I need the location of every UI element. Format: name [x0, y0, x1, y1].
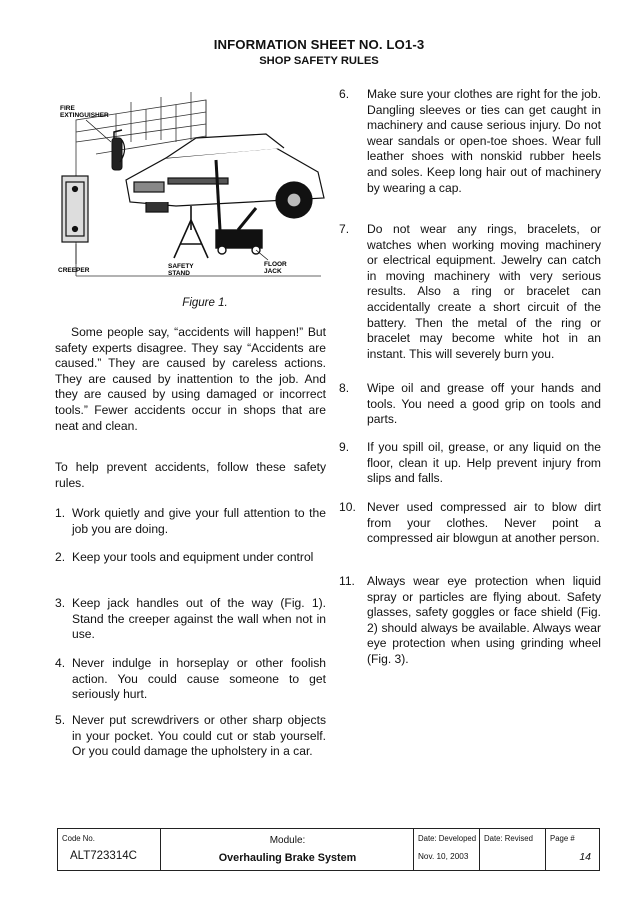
rule-text: Never indulge in horseplay or other foolish action. You could cause someone to get seriously hurt.: [72, 656, 326, 702]
rule-item: [339, 222, 601, 362]
rule-item: [55, 713, 326, 760]
rule-number: 3.: [55, 596, 66, 610]
date-developed-value: Nov. 10, 2003: [418, 852, 469, 861]
rule-item: [55, 550, 326, 566]
footer-date-developed-cell: [414, 829, 480, 870]
rule-text: Keep your tools and equipment under control: [72, 550, 314, 564]
rule-text: Keep jack handles out of the way (Fig. 1). Stand the creeper against the wall when not in use.: [72, 596, 326, 642]
label-extinguisher: EXTINGUISHER: [60, 112, 109, 119]
rule-number: 6.: [339, 87, 350, 101]
rule-item: [339, 87, 601, 196]
rule-item: [55, 656, 326, 703]
page-label: Page #: [550, 834, 575, 843]
label-floor: FLOOR: [264, 261, 287, 268]
rule-number: 9.: [339, 440, 350, 454]
intro-paragraph-block: [55, 325, 326, 434]
rule-number: 7.: [339, 222, 350, 236]
date-revised-label: Date: Revised: [484, 834, 533, 843]
code-label: Code No.: [62, 834, 95, 843]
rule-text: Always wear eye protection when liquid spray or particles are flying about. Safety glasses, safety goggles or face shield (Fig. 2) should always be available. Always wear eye protection when using grinding wheel (Fig. 3).: [367, 574, 601, 666]
footer-code-cell: [58, 829, 161, 870]
rule-number: 11.: [339, 574, 355, 588]
rule-number: 4.: [55, 656, 66, 670]
rule-item: [339, 574, 601, 668]
figure-caption: Figure 1.: [182, 297, 228, 309]
rule-number: 8.: [339, 381, 350, 395]
label-fire: FIRE: [60, 105, 75, 112]
rule-text: If you spill oil, grease, or any liquid on the floor, clean it up. Help prevent injury from slips and falls.: [367, 440, 601, 486]
footer-date-revised-cell: [480, 829, 546, 870]
rule-item: [55, 506, 326, 537]
intro-lead: To help prevent accidents, follow these safety rules.: [55, 460, 326, 490]
code-value: ALT723314C: [70, 850, 137, 862]
rule-number: 2.: [55, 550, 66, 564]
car: [126, 134, 324, 218]
rule-text: Never put screwdrivers or other sharp objects in your pocket. You could cut or stab yourself. Or you could damage the upholstery in a car.: [72, 713, 326, 759]
label-jack: JACK: [264, 268, 282, 275]
rule-text: Never used compressed air to blow dirt from your clothes. Never point a compressed air blowgun at another person.: [367, 500, 601, 546]
rule-item: [339, 381, 601, 428]
label-stand: STAND: [168, 270, 190, 277]
label-creeper: CREEPER: [58, 267, 90, 274]
safety-stand: [174, 206, 208, 258]
rule-text: Do not wear any rings, bracelets, or watches when working moving machinery or electrical equipment. Jewelry can catch in moving machinery with very serious results. Also a ring or bracelet can accidentally create a short circuit of the battery. Then the metal of the ring or bracelet may become white hot in an instant. This will severely burn you.: [367, 222, 601, 361]
intro-paragraph: Some people say, “accidents will happen!” But safety experts disagree. They say “Accidents are caused.” They are caused by careless actions. They are caused by inattention to the job. And they are caused by using damaged or incorrect tools.” Fewer accidents occur in shops that are neat and clean.: [55, 325, 326, 433]
rule-text: Work quietly and give your full attention to the job you are doing.: [72, 506, 326, 536]
figure-1-illustration: [56, 80, 332, 290]
intro-lead-block: [55, 460, 326, 491]
rule-number: 10.: [339, 500, 356, 514]
rule-item: [55, 596, 326, 643]
module-label: Module:: [269, 835, 306, 846]
rule-number: 5.: [55, 713, 66, 727]
module-value: Overhauling Brake System: [218, 852, 357, 864]
sheet-subtitle: SHOP SAFETY RULES: [259, 55, 379, 67]
footer-page-cell: [546, 829, 599, 870]
rule-number: 1.: [55, 506, 66, 520]
creeper: [62, 176, 88, 242]
label-safety: SAFETY: [168, 263, 194, 270]
rule-text: Make sure your clothes are right for the job. Dangling sleeves or ties can get caught in machinery and cause serious injury. Do not wear sandals or open-toe shoes. Wear full leather shoes with nonskid rubber heels and soles. Keep long hair out of machinery by wearing a cap.: [367, 87, 601, 195]
rule-item: [339, 440, 601, 487]
sheet-title: INFORMATION SHEET NO. LO1-3: [213, 37, 425, 52]
date-developed-label: Date: Developed: [418, 834, 477, 843]
footer-module-cell: [161, 829, 414, 870]
rule-text: Wipe oil and grease off your hands and tools. You need a good grip on tools and parts.: [367, 381, 601, 427]
footer-table: [57, 828, 600, 871]
rule-item: [339, 500, 601, 547]
page-number: 14: [579, 851, 591, 863]
